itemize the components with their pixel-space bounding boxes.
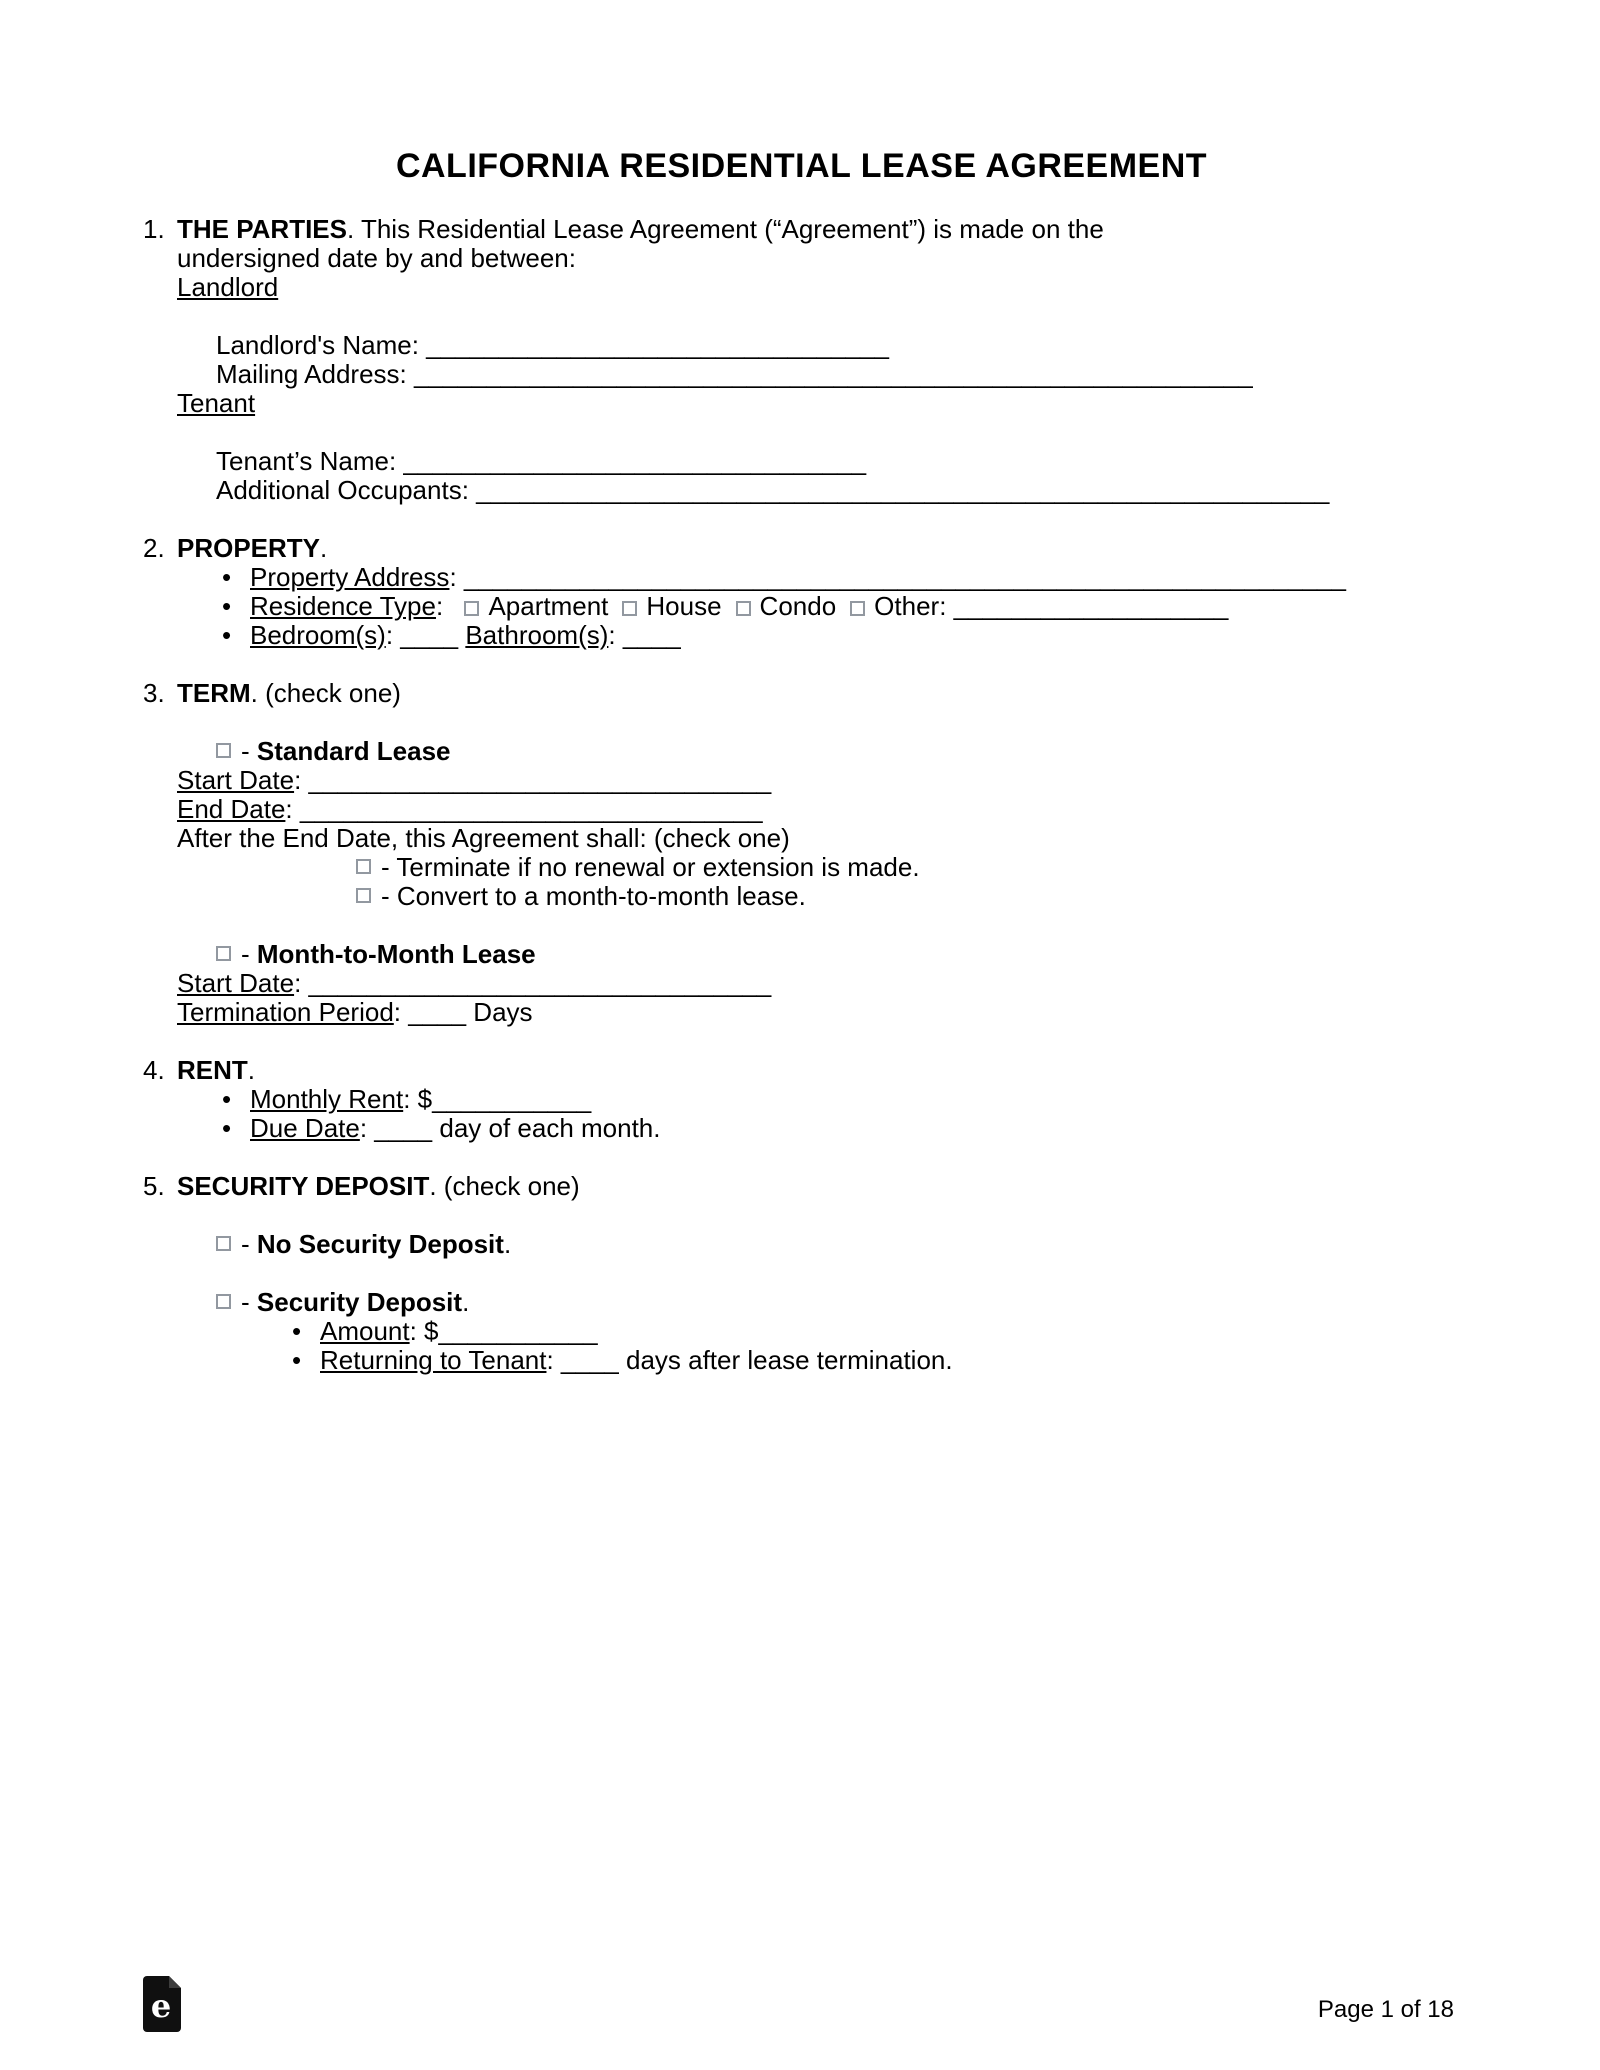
end-date-blank: : ________________________________ — [285, 794, 763, 824]
term-heading-line — [177, 679, 1460, 708]
security-check-one: . (check one) — [429, 1171, 580, 1201]
no-security-deposit-label — [241, 1230, 511, 1259]
no-security-deposit-dash: - — [241, 1229, 257, 1259]
terminate-option — [356, 853, 1460, 882]
landlord-subheading: Landlord — [177, 272, 279, 302]
month-to-month-checkbox[interactable] — [216, 946, 231, 961]
additional-occupants-field: Additional Occupants: ___________________________________________________________ — [216, 475, 1330, 505]
bed-bath-row — [222, 621, 1460, 650]
section-row — [143, 1056, 1460, 1143]
month-to-month-option — [216, 940, 1460, 969]
section-security-deposit — [143, 1172, 1460, 1375]
no-security-deposit-title: No Security Deposit — [256, 1229, 504, 1259]
standard-lease-dash: - — [241, 736, 257, 766]
bullet-icon — [292, 1317, 320, 1346]
returning-to-tenant-field — [320, 1346, 953, 1375]
bedrooms-label: Bedroom(s) — [250, 620, 386, 650]
residence-type-colon: : — [435, 591, 451, 621]
start-date-blank: : ________________________________ — [294, 765, 772, 795]
section-body — [177, 1172, 1460, 1375]
apartment-checkbox[interactable] — [464, 601, 479, 616]
rent-heading-line — [177, 1056, 1460, 1085]
section-body — [177, 679, 1460, 1027]
house-option-label: House — [646, 591, 722, 621]
deposit-amount-row — [292, 1317, 1460, 1346]
residence-type-field — [250, 592, 1228, 621]
bullet-icon — [222, 563, 250, 592]
tenant-subheading: Tenant — [177, 388, 256, 418]
standard-lease-title: Standard Lease — [256, 736, 451, 766]
convert-option — [356, 882, 1460, 911]
section-number: 3. — [143, 678, 165, 708]
section-body — [177, 534, 1460, 650]
house-checkbox[interactable] — [622, 601, 637, 616]
monthly-rent-row — [222, 1085, 1460, 1114]
mtm-start-date-blank: : ________________________________ — [294, 968, 772, 998]
security-deposit-checkbox[interactable] — [216, 1294, 231, 1309]
after-end-date-text: After the End Date, this Agreement shall: (check one) — [177, 823, 790, 853]
mtm-start-date-label: Start Date — [177, 968, 295, 998]
condo-option-label: Condo — [759, 591, 837, 621]
property-heading-line — [177, 534, 1460, 563]
property-address-label: Property Address — [250, 562, 450, 592]
bullet-icon — [292, 1346, 320, 1375]
eforms-logo-icon — [143, 1976, 181, 2032]
bathrooms-blank: : ____ — [608, 620, 681, 650]
section-body — [177, 215, 1460, 505]
monthly-rent-field — [250, 1085, 591, 1114]
parties-text-line1: . This Residential Lease Agreement (“Agreement”) is made on the — [346, 214, 1104, 244]
section-rent — [143, 1056, 1460, 1143]
section-the-parties — [143, 215, 1460, 505]
monthly-rent-blank: : $___________ — [403, 1084, 592, 1114]
termination-period-field — [177, 998, 1460, 1027]
property-address-row — [222, 563, 1460, 592]
section-number: 4. — [143, 1055, 165, 1085]
section-number: 5. — [143, 1171, 165, 1201]
no-security-deposit-checkbox[interactable] — [216, 1236, 231, 1251]
parties-heading: THE PARTIES — [177, 214, 347, 244]
bullet-icon — [222, 1114, 250, 1143]
no-security-deposit-period: . — [503, 1229, 512, 1259]
eforms-logo — [143, 1976, 181, 2032]
security-heading-line — [177, 1172, 1460, 1201]
tenant-name-field: Tenant’s Name: ________________________________ — [216, 446, 867, 476]
rent-heading: RENT — [177, 1055, 248, 1085]
amount-label: Amount — [320, 1316, 410, 1346]
monthly-rent-label: Monthly Rent — [250, 1084, 404, 1114]
parties-intro — [177, 215, 1460, 273]
section-row — [143, 679, 1460, 1027]
section-number: 1. — [143, 214, 165, 244]
eforms-logo-letter: e — [150, 1987, 172, 2025]
security-deposit-option — [216, 1288, 1460, 1317]
standard-lease-checkbox[interactable] — [216, 743, 231, 758]
month-to-month-label — [241, 940, 536, 969]
standard-lease-option — [216, 737, 1460, 766]
residence-type-label: Residence Type — [250, 591, 436, 621]
mtm-start-date-field — [177, 969, 1460, 998]
security-deposit-dash: - — [241, 1287, 257, 1317]
security-deposit-period: . — [462, 1287, 470, 1317]
standard-lease-label — [241, 737, 451, 766]
mailing-address-field: Mailing Address: __________________________________________________________ — [216, 359, 1253, 389]
bullet-icon — [222, 592, 250, 621]
other-option-label: Other: — [874, 591, 954, 621]
returning-to-tenant-row — [292, 1346, 1460, 1375]
no-security-deposit-option — [216, 1230, 1460, 1259]
section-body — [177, 1056, 1460, 1143]
property-heading-period: . — [320, 533, 328, 563]
residence-type-row — [222, 592, 1460, 621]
tenant-fields — [216, 447, 1460, 505]
bedrooms-blank: : ____ — [385, 620, 466, 650]
terminate-option-label: - Terminate if no renewal or extension is made. — [381, 852, 920, 882]
convert-option-label: - Convert to a month-to-month lease. — [381, 881, 806, 911]
terminate-checkbox[interactable] — [356, 859, 371, 874]
section-property — [143, 534, 1460, 650]
rent-heading-period: . — [247, 1055, 256, 1085]
term-heading: TERM — [177, 678, 251, 708]
page-number-label: Page 1 of 18 — [1317, 1996, 1454, 2023]
convert-checkbox[interactable] — [356, 888, 371, 903]
security-heading: SECURITY DEPOSIT — [177, 1171, 430, 1201]
termination-period-blank: : ____ Days — [393, 997, 533, 1027]
section-row — [143, 1172, 1460, 1375]
end-date-label: End Date — [177, 794, 286, 824]
section-term — [143, 679, 1460, 1027]
property-heading: PROPERTY — [177, 533, 321, 563]
bullet-icon — [222, 621, 250, 650]
other-checkbox[interactable] — [850, 601, 865, 616]
returning-blank: : ____ days after lease termination. — [546, 1345, 953, 1375]
apartment-option-label: Apartment — [488, 591, 609, 621]
section-row — [143, 215, 1460, 505]
property-address-field — [250, 563, 1346, 592]
landlord-name-field: Landlord's Name: ________________________________ — [216, 330, 889, 360]
condo-checkbox[interactable] — [736, 601, 751, 616]
termination-period-label: Termination Period — [177, 997, 394, 1027]
amount-blank: : $___________ — [409, 1316, 598, 1346]
due-date-row — [222, 1114, 1460, 1143]
returning-label: Returning to Tenant — [320, 1345, 547, 1375]
parties-text-line2: undersigned date by and between: — [177, 243, 576, 273]
due-date-label: Due Date — [250, 1113, 360, 1143]
due-date-field — [250, 1114, 661, 1143]
security-deposit-label — [241, 1288, 469, 1317]
term-check-one: . (check one) — [250, 678, 401, 708]
document-title: CALIFORNIA RESIDENTIAL LEASE AGREEMENT — [395, 147, 1208, 185]
start-date-label: Start Date — [177, 765, 295, 795]
property-address-blank: : _____________________________________________________________ — [449, 562, 1346, 592]
bullet-icon — [222, 1085, 250, 1114]
due-date-blank: : ____ day of each month. — [359, 1113, 661, 1143]
section-row — [143, 534, 1460, 650]
section-number: 2. — [143, 533, 165, 563]
bathrooms-label: Bathroom(s) — [465, 620, 609, 650]
other-option-blank: ___________________ — [953, 591, 1229, 621]
month-to-month-dash: - — [241, 939, 257, 969]
standard-start-date-field — [177, 766, 1460, 795]
month-to-month-title: Month-to-Month Lease — [256, 939, 536, 969]
landlord-fields — [216, 331, 1460, 389]
deposit-amount-field — [320, 1317, 598, 1346]
security-deposit-title: Security Deposit — [256, 1287, 463, 1317]
standard-end-date-field — [177, 795, 1460, 824]
bed-bath-field — [250, 621, 681, 650]
